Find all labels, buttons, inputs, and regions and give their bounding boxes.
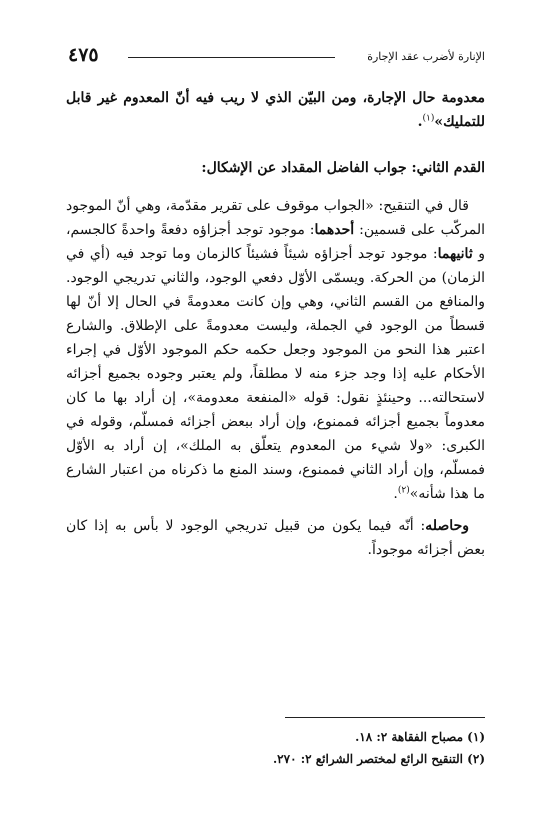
quote-term-first: أحدهما bbox=[314, 222, 355, 238]
page-number: ٤٧٥ bbox=[68, 44, 99, 66]
section-heading: القدم الثاني: جواب الفاضل المقداد عن الإشكال: bbox=[201, 160, 485, 176]
page-header bbox=[68, 44, 485, 70]
quote-term-second: ثانيهما bbox=[437, 246, 473, 262]
quote-text-a: قال في التنقيح: «الجواب موقوف على تقرير مقدّمة، وهي أنّ الموجود المركّب على قسمين: bbox=[66, 198, 485, 238]
summary-text: : أنّه فيما يكون من قبيل تدريجي الوجود لا بأس به إذا كان بعض أجزائه موجوداً. bbox=[66, 518, 485, 558]
footnote-ref-1: (١) bbox=[422, 113, 435, 124]
footnotes bbox=[66, 726, 485, 770]
quote-end: . bbox=[393, 486, 398, 502]
paragraph-1-text: معدومة حال الإجارة، ومن البيّن الذي لا ريب فيه أنّ المعدوم غير قابل للتمليك» bbox=[66, 90, 485, 130]
footnote-2: (٢) التنقيح الرائع لمختصر الشرائع ٢: ٢٧٠. bbox=[272, 752, 485, 766]
paragraph-summary bbox=[66, 514, 485, 562]
quote-text-c: : موجود توجد أجزاؤه دفعةً واحدةً كالجسم، و bbox=[66, 222, 486, 262]
summary-label: وحاصله bbox=[425, 518, 469, 534]
footnote-ref-2: (٢) bbox=[397, 485, 410, 496]
page-body bbox=[66, 86, 485, 562]
footnote-separator bbox=[285, 717, 485, 718]
header-rule bbox=[128, 57, 335, 58]
running-title: الإنارة لأضرب عقد الإجارة bbox=[367, 50, 485, 63]
paragraph-quote bbox=[66, 194, 485, 506]
footnote-1: (١) مصباح الفقاهة ٢: ١٨. bbox=[355, 730, 485, 744]
paragraph-1-end: . bbox=[417, 114, 423, 130]
quote-text-e: : موجود توجد أجزاؤه شيئاً فشيئاً كالزمان وما توجد فيه (أي في الزمان) من الحركة. ويسمّى الأوّل دفعي الوجود، والثاني تدريجي الوجود. والمنافع من القسم الثاني، وهي وإن كانت معدومةً في الحال إلا أنّ لها قسطاً من الوجود في الجملة، وليست معدومةً على الإطلاق. والشارع اعتبر هذا النحو من الموجود وجعل حكمه حكم الموجود الأوّل في إجراء الأحكام عليه إذا وجد جزء منه لا مطلقاً، ولم يعتبر وجوده بجميع أجزائه لاستحالته... وحينئذٍ نقول: قوله «المنفعة معدومة»، إن أراد بها ما كان معدوماً بجميع أجزائه فممنوع، وإن أراد ببعض أجزائه فمسلّم، وقوله في الكبرى: «ولا شيء من المعدوم يتعلّق به الملك»، إن أراد به الأوّل فمسلّم، وإن أراد الثاني فممنوع، وسند المنع ما ذكرناه من اعتبار الشارع ما هذا شأنه» bbox=[66, 246, 485, 502]
paragraph-1 bbox=[66, 86, 485, 134]
